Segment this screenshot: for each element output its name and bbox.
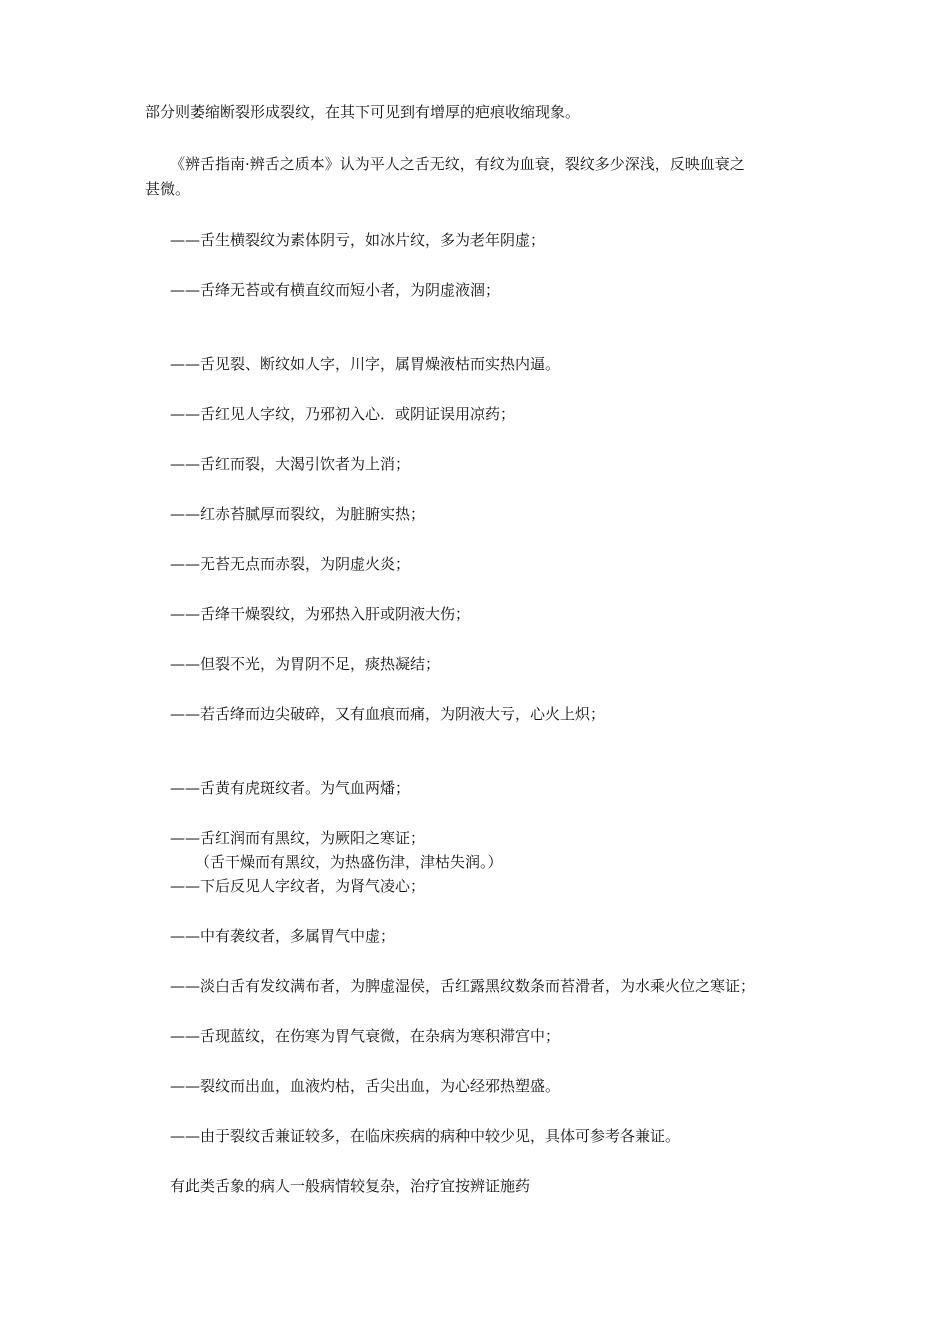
paragraph-line-2: 甚微。 [145, 180, 191, 198]
list-item: ——舌绛干燥裂纹，为邪热入肝或阴液大伤； [170, 605, 471, 623]
list-item: ——舌红而裂，大渴引饮者为上消； [170, 455, 411, 473]
paragraph-line-1: 《辨舌指南·辨舌之质本》认为平人之舌无纹，有纹为血衰，裂纹多少深浅，反映血衰之 [170, 155, 745, 173]
closing-line: 有此类舌象的病人一般病情较复杂，治疗宜按辨证施药 [170, 1177, 531, 1195]
list-item: ——舌红见人字纹，乃邪初入心．或阴证误用凉药； [170, 405, 516, 423]
list-item: ——但裂不光，为胃阴不足，痰热凝结； [170, 655, 441, 673]
list-item: ——舌绛无苔或有横直纹而短小者，为阴虚液涸； [170, 281, 501, 299]
list-item: ——舌现蓝纹，在伤寒为胃气衰微，在杂病为寒积滞宫中； [170, 1027, 561, 1045]
parenthetical-note: （舌干燥而有黑纹，为热盛伤津，津枯失润。） [195, 853, 503, 871]
list-item: ——舌红润而有黑纹，为厥阳之寒证； [170, 829, 426, 847]
list-item: ——舌黄有虎斑纹者。为气血两燔； [170, 779, 411, 797]
list-item: ——淡白舌有发纹满布者，为脾虚湿侯，舌红露黑纹数条而苔滑者，为水乘火位之寒证； [170, 977, 756, 995]
list-item: ——舌生横裂纹为素体阴亏，如冰片纹，多为老年阴虚； [170, 231, 546, 249]
list-item: ——若舌绛而边尖破碎，又有血痕而痛，为阴液大亏，心火上炽； [170, 705, 606, 723]
list-item: ——无苔无点而赤裂，为阴虚火炎； [170, 555, 411, 573]
list-item: ——下后反见人字纹者，为肾气凌心； [170, 877, 426, 895]
list-item: ——中有袭纹者，多属胃气中虚； [170, 927, 396, 945]
intro-line: 部分则萎缩断裂形成裂纹，在其下可见到有增厚的疤痕收缩现象。 [145, 103, 581, 121]
list-item: ——舌见裂、断纹如人字，川字，属胃燥液枯而实热内逼。 [170, 355, 561, 373]
list-item: ——红赤苔腻厚而裂纹，为脏腑实热； [170, 505, 426, 523]
list-item: ——由于裂纹舌兼证较多，在临床疾病的病种中较少见，具体可参考各兼证。 [170, 1127, 681, 1145]
list-item: ——裂纹而出血，血液灼枯，舌尖出血，为心经邪热塑盛。 [170, 1077, 561, 1095]
